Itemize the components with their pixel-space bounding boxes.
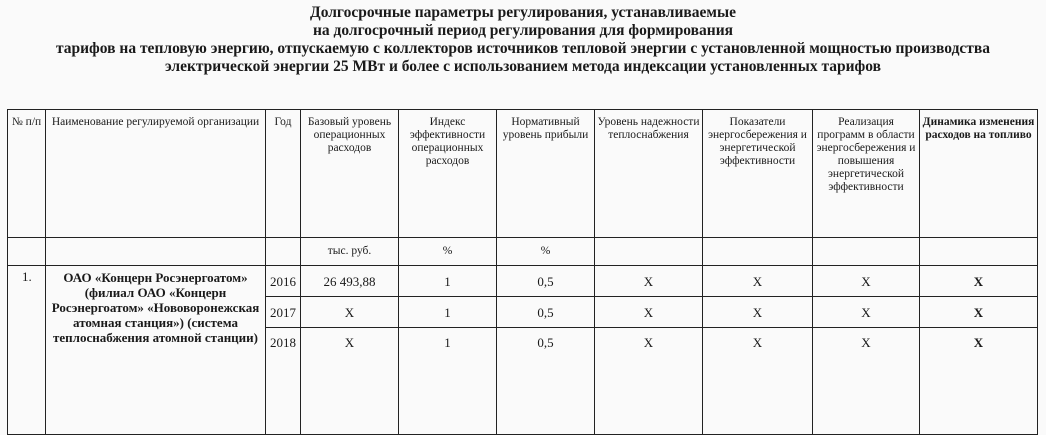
header-row <box>8 110 1038 238</box>
year-cell: 2016 <box>266 266 301 297</box>
header-programs: Реализация программ в области энергосбережения и повышения энергетической эффективности <box>813 110 920 238</box>
row-number: 1. <box>8 266 46 435</box>
reliability-cell: Х <box>595 328 703 435</box>
header-year: Год <box>266 110 301 238</box>
table-row <box>8 266 1038 297</box>
unit-base: тыс. руб. <box>301 238 399 266</box>
title-line-1: Долгосрочные параметры регулирования, устанавливаемые <box>310 4 736 21</box>
unit-profit: % <box>497 238 595 266</box>
fuel-cell: Х <box>920 297 1038 328</box>
fuel-cell: Х <box>920 266 1038 297</box>
index-cell: 1 <box>399 328 497 435</box>
header-fuel-dynamics: Динамика изменения расходов на топливо <box>920 110 1038 238</box>
header-efficiency-index: Индекс эффективности операционных расходов <box>399 110 497 238</box>
header-org: Наименование регулируемой организации <box>46 110 266 238</box>
header-base-opex: Базовый уровень операционных расходов <box>301 110 399 238</box>
energy-saving-cell: Х <box>703 297 813 328</box>
energy-saving-cell: Х <box>703 328 813 435</box>
year-cell: 2017 <box>266 297 301 328</box>
title-line-2: на долгосрочный период регулирования для формирования <box>312 22 734 39</box>
reliability-cell: Х <box>595 297 703 328</box>
title-line-3: тарифов на тепловую энергию, отпускаемую с коллекторов источников тепловой энергии с установленной мощностью производства <box>55 40 991 57</box>
title-line-4: электрической энергии 25 МВт и более с использованием метода индексации установленных тарифов <box>164 58 882 75</box>
base-opex-cell: Х <box>301 328 399 435</box>
base-opex-cell: 26 493,88 <box>301 266 399 297</box>
programs-cell: Х <box>813 266 920 297</box>
base-opex-cell: Х <box>301 297 399 328</box>
parameters-table <box>7 109 1038 435</box>
index-cell: 1 <box>399 266 497 297</box>
header-reliability: Уровень надежности теплоснабжения <box>595 110 703 238</box>
document-title <box>0 4 1046 76</box>
programs-cell: Х <box>813 328 920 435</box>
programs-cell: Х <box>813 297 920 328</box>
fuel-cell: Х <box>920 328 1038 435</box>
profit-cell: 0,5 <box>497 328 595 435</box>
profit-cell: 0,5 <box>497 266 595 297</box>
header-num: № п/п <box>8 110 46 238</box>
units-row <box>8 238 1038 266</box>
header-profit-level: Нормативный уровень прибыли <box>497 110 595 238</box>
unit-index: % <box>399 238 497 266</box>
reliability-cell: Х <box>595 266 703 297</box>
year-cell: 2018 <box>266 328 301 435</box>
index-cell: 1 <box>399 297 497 328</box>
energy-saving-cell: Х <box>703 266 813 297</box>
profit-cell: 0,5 <box>497 297 595 328</box>
header-energy-saving: Показатели энергосбережения и энергетической эффективности <box>703 110 813 238</box>
organization-name: ОАО «Концерн Росэнергоатом» (филиал ОАО «Концерн Росэнергоатом» «Нововоронежская атомная станция») (система теплоснабжения атомной станции) <box>46 266 266 435</box>
